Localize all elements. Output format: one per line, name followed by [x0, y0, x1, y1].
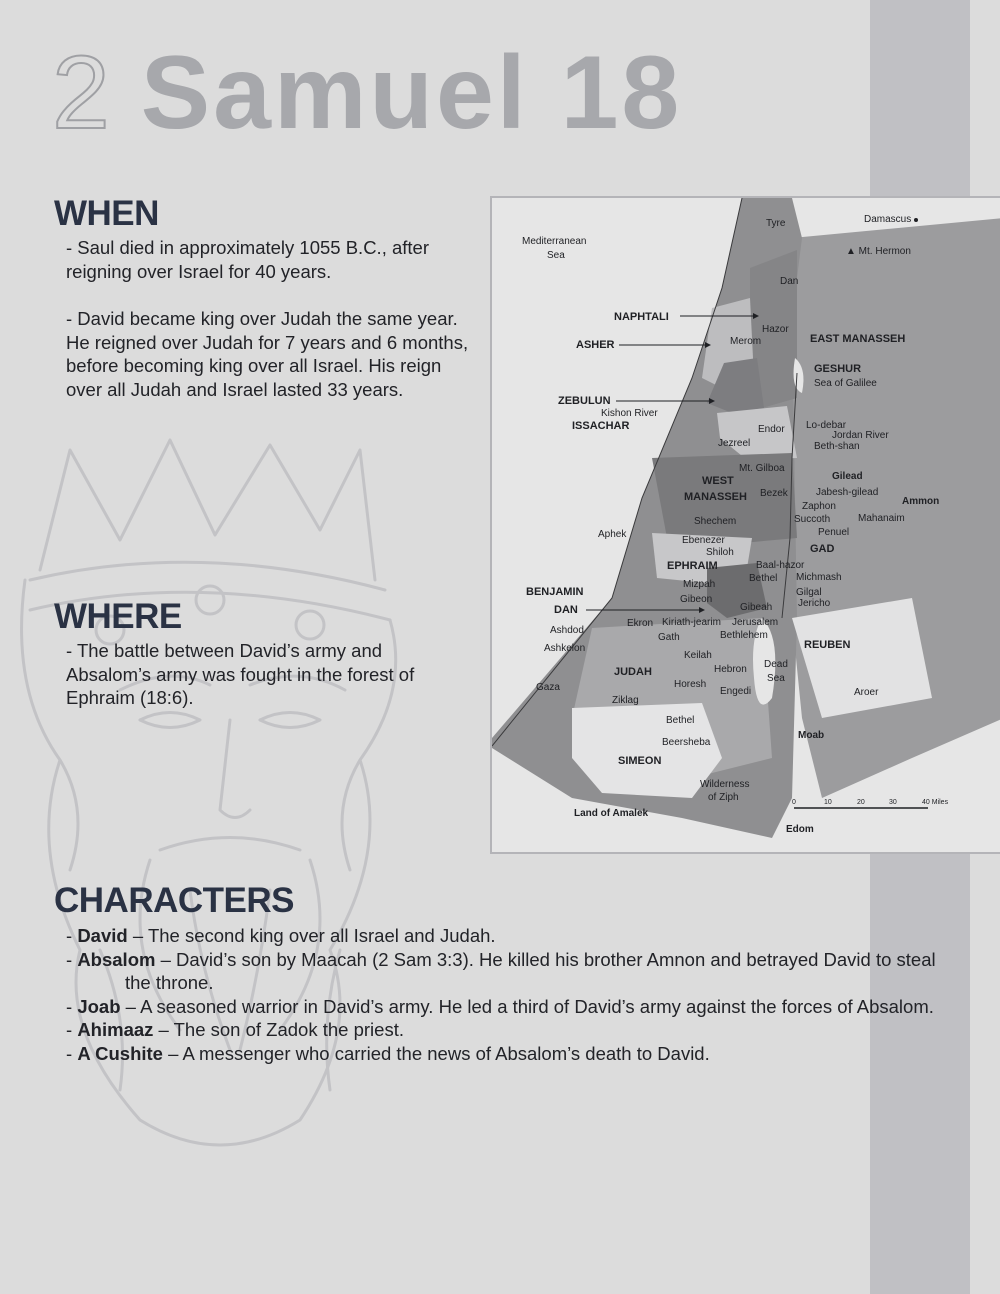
map-label-simeon: SIMEON: [618, 755, 662, 767]
map-label-east-manasseh: EAST MANASSEH: [810, 333, 906, 345]
map-label-gad: GAD: [810, 543, 835, 555]
character-name: Joab: [77, 995, 121, 1017]
map-label-gath: Gath: [658, 632, 680, 643]
map-label-mizpah: Mizpah: [683, 579, 716, 590]
map-label-jezreel: Jezreel: [718, 438, 751, 449]
characters-list: [66, 924, 936, 1065]
map-label-shiloh: Shiloh: [706, 547, 734, 558]
map-label-jabesh-gilead: Jabesh-gilead: [816, 487, 879, 498]
character-description: A seasoned warrior in David’s army. He led a third of David’s army against the forces of Absalom.: [140, 995, 934, 1017]
map-label-scale-0: 0: [792, 799, 796, 806]
map-label-scale-30: 30: [889, 799, 897, 806]
map-label-judah: JUDAH: [614, 666, 652, 678]
character-name: David: [77, 925, 128, 946]
map-label-bethel-south: Bethel: [666, 715, 695, 726]
map-label-damascus: Damascus: [864, 214, 912, 225]
map-label-lo-debar: Lo-debar: [806, 420, 847, 431]
map-label-dan-city: Dan: [780, 276, 799, 287]
list-item: - Absalom – David’s son by Maacah (2 Sam 3:3). He killed his brother Amnon and betrayed David to steal the throne.: [66, 948, 936, 993]
map-label-bezek: Bezek: [760, 488, 788, 499]
list-item: - Ahimaaz – The son of Zadok the priest.: [66, 1019, 404, 1040]
character-name: Absalom: [77, 948, 156, 970]
map-label-michmash: Michmash: [796, 572, 842, 583]
map-label-scale-10: 10: [824, 799, 832, 806]
map-label-gaza: Gaza: [536, 682, 560, 693]
map-label-issachar: ISSACHAR: [572, 420, 630, 432]
character-description: The son of Zadok the priest.: [173, 1019, 404, 1040]
map-label-bethel-north: Bethel: [749, 573, 778, 584]
map-label-penuel: Penuel: [818, 527, 850, 538]
map-label-engedi: Engedi: [720, 686, 752, 697]
map-label-jordan-river: Jordan River: [832, 430, 889, 441]
map-label-scale-40: 40 Miles: [922, 799, 949, 806]
map-label-horesh: Horesh: [674, 679, 707, 690]
when-paragraph-1: - Saul died in approximately 1055 B.C., after reigning over Israel for 40 years.: [66, 237, 429, 282]
map-label-manasseh: MANASSEH: [684, 491, 747, 503]
map-label-kiriath-jearim: Kiriath-jearim: [662, 617, 721, 628]
map-label-sea-dead: Sea: [767, 673, 785, 684]
map-label-ebenezer: Ebenezer: [682, 535, 725, 546]
map-label-merom: Merom: [730, 336, 762, 347]
map-label-gibeah: Gibeah: [740, 602, 773, 613]
map-label-west: WEST: [702, 475, 734, 487]
map-label-aphek: Aphek: [598, 529, 627, 540]
map-label-kishon-river: Kishon River: [601, 408, 658, 419]
map-label-shechem: Shechem: [694, 516, 737, 527]
map-label-succoth: Succoth: [794, 514, 831, 525]
map-label-ziklag: Ziklag: [612, 695, 639, 706]
title-chapter-book-number: 2: [52, 35, 112, 151]
map-label-mt-gilboa: Mt. Gilboa: [739, 463, 785, 474]
map-label-dan-region: DAN: [554, 604, 578, 616]
map-label-ashdod: Ashdod: [550, 625, 584, 636]
character-name: Ahimaaz: [77, 1019, 154, 1040]
map-label-tyre: Tyre: [766, 218, 786, 229]
map-label-beth-shan: Beth-shan: [814, 441, 860, 452]
when-heading: WHEN: [54, 194, 159, 233]
map-label-wilderness: Wilderness: [700, 779, 750, 790]
when-paragraph-2: - David became king over Judah the same year. He reigned over Judah for 7 years and 6 months, before becoming king over all Israel. His reign over all Judah and Israel lasted 33 years.: [66, 308, 469, 400]
map-label-edom: Edom: [786, 824, 814, 835]
map-label-mt-hermon: ▲ Mt. Hermon: [846, 246, 911, 257]
when-section: [66, 236, 476, 401]
map-label-hebron: Hebron: [714, 664, 747, 675]
map-label-jerusalem: Jerusalem: [732, 617, 779, 628]
where-heading: WHERE: [54, 597, 182, 636]
map-label-gilead: Gilead: [832, 471, 863, 482]
map-label-sea-of-galilee: Sea of Galilee: [814, 378, 877, 389]
map-label-mahanaim: Mahanaim: [858, 513, 905, 524]
map-label-gilgal: Gilgal: [796, 587, 822, 598]
map-label-naphtali: NAPHTALI: [614, 311, 669, 323]
where-paragraph-1: - The battle between David’s army and Absalom’s army was fought in the forest of Ephraim (18:6).: [66, 640, 415, 708]
map-label-ekron: Ekron: [627, 618, 654, 629]
king-portrait-illustration: [0, 430, 480, 1190]
map-label-bethlehem: Bethlehem: [720, 630, 768, 641]
page-title: [52, 36, 682, 150]
israel-tribes-map: [490, 196, 1000, 854]
title-book-name: Samuel 18: [140, 35, 683, 151]
map-label-dead: Dead: [764, 659, 788, 670]
map-label-ammon: Ammon: [902, 496, 940, 507]
map-dot: [914, 218, 918, 222]
list-item: - A Cushite – A messenger who carried the news of Absalom’s death to David.: [66, 1042, 710, 1064]
map-label-endor: Endor: [758, 424, 785, 435]
list-item: - David – The second king over all Israel and Judah.: [66, 925, 496, 946]
map-label-hazor: Hazor: [762, 324, 789, 335]
character-name: A Cushite: [77, 1042, 163, 1064]
map-label-keilah: Keilah: [684, 650, 712, 661]
map-label-ashkelon: Ashkelon: [544, 643, 586, 654]
map-label-land-of-amalek: Land of Amalek: [574, 808, 649, 819]
map-label-gibeon: Gibeon: [680, 594, 713, 605]
where-section: [66, 639, 456, 710]
map-label-zaphon: Zaphon: [802, 501, 836, 512]
map-label-baal-hazor: Baal-hazor: [756, 560, 805, 571]
map-label-asher: ASHER: [576, 339, 615, 351]
map-label-mediterranean: Mediterranean: [522, 236, 587, 247]
map-label-aroer: Aroer: [854, 687, 879, 698]
map-label-ephraim: EPHRAIM: [667, 560, 718, 572]
map-label-geshur: GESHUR: [814, 363, 862, 375]
map-label-zebulun: ZEBULUN: [558, 395, 611, 407]
map-label-sea: Sea: [547, 250, 565, 261]
list-item: - Joab – A seasoned warrior in David’s army. He led a third of David’s army against the forces of Absalom.: [66, 995, 934, 1017]
map-label-moab: Moab: [798, 730, 825, 741]
map-label-jericho: Jericho: [798, 598, 831, 609]
character-description: A messenger who carried the news of Absalom’s death to David.: [182, 1042, 710, 1064]
character-description: David’s son by Maacah (2 Sam 3:3). He killed his brother Amnon and betrayed David to steal the throne.: [125, 948, 936, 993]
map-label-scale-20: 20: [857, 799, 865, 806]
map-label-of-ziph: of Ziph: [708, 792, 739, 803]
character-description: The second king over all Israel and Judah.: [147, 925, 496, 946]
map-label-beersheba: Beersheba: [662, 737, 711, 748]
map-label-benjamin: BENJAMIN: [526, 586, 584, 598]
map-label-reuben: REUBEN: [804, 639, 851, 651]
characters-heading: CHARACTERS: [54, 881, 294, 920]
